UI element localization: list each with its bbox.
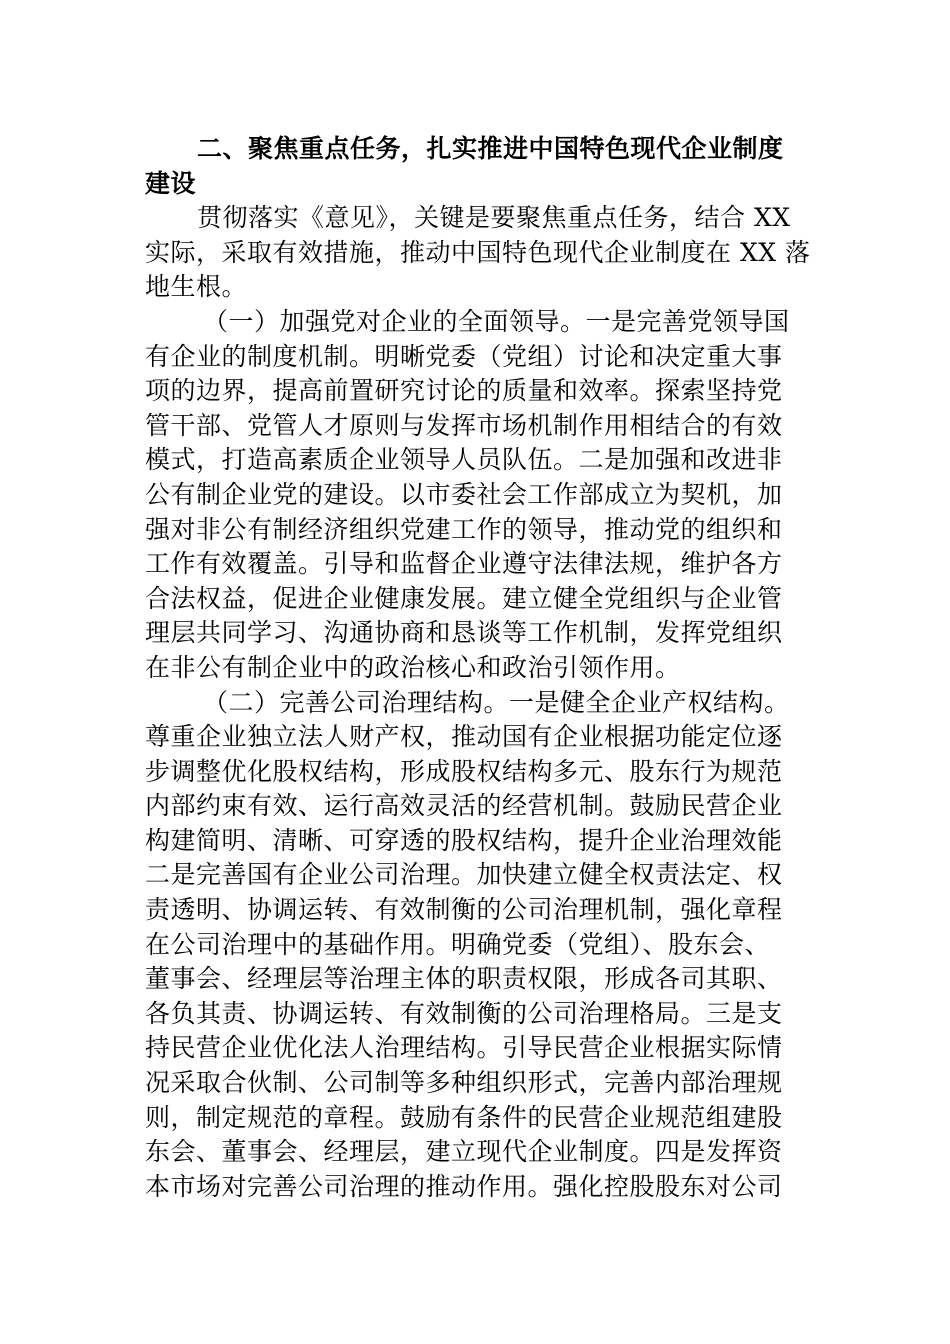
paragraph-line: 实际，采取有效措施，推动中国特色现代企业制度在 XX 落 <box>145 237 811 267</box>
document-body <box>145 132 811 1204</box>
paragraph-corporate-governance <box>145 686 807 1205</box>
paragraph-line: 况采取合伙制、公司制等多种组织形式，完善内部治理规 <box>145 1068 783 1098</box>
paragraph-party-leadership <box>145 305 807 686</box>
paragraph-line: 理层共同学习、沟通协商和恳谈等工作机制，发挥党组织 <box>145 618 783 648</box>
heading-line: 二、聚焦重点任务，扎实推进中国特色现代企业制度 <box>197 134 784 163</box>
paragraph-line: 本市场对完善公司治理的推动作用。强化控股股东对公司 <box>145 1171 783 1201</box>
paragraph-line: 合法权益，促进企业健康发展。建立健全党组织与企业管 <box>145 583 783 613</box>
paragraph-line: 董事会、经理层等治理主体的职责权限，形成各司其职、 <box>145 964 783 994</box>
paragraph-line: 工作有效覆盖。引导和监督企业遵守法律法规，维护各方 <box>145 549 783 579</box>
paragraph-line: （一）加强党对企业的全面领导。一是完善党领导国 <box>203 306 790 336</box>
paragraph-line: 内部约束有效、运行高效灵活的经营机制。鼓励民营企业 <box>145 791 783 821</box>
paragraph-line: 有企业的制度机制。明晰党委（党组）讨论和决定重大事 <box>145 341 783 371</box>
paragraph-line: 各负其责、协调运转、有效制衡的公司治理格局。三是支 <box>145 998 783 1028</box>
paragraph-line: 强对非公有制经济组织党建工作的领导，推动党的组织和 <box>145 514 783 544</box>
paragraph-line: 持民营企业优化法人治理结构。引导民营企业根据实际情 <box>145 1033 783 1063</box>
paragraph-line: 项的边界，提高前置研究讨论的质量和效率。探索坚持党 <box>145 376 783 406</box>
paragraph-line: 二是完善国有企业公司治理。加快建立健全权责法定、权 <box>145 860 783 890</box>
paragraph-line: （二）完善公司治理结构。一是健全企业产权结构。 <box>203 687 790 717</box>
paragraph-line: 在非公有制企业中的政治核心和政治引领作用。 <box>145 652 681 682</box>
paragraph-line: 则，制定规范的章程。鼓励有条件的民营企业规范组建股 <box>145 1102 783 1132</box>
paragraph-line: 贯彻落实《意见》，关键是要聚焦重点任务，结合 XX <box>197 203 791 233</box>
heading-line: 建设 <box>145 168 197 198</box>
paragraph-line: 东会、董事会、经理层，建立现代企业制度。四是发挥资 <box>145 1137 783 1167</box>
paragraph-intro <box>145 201 811 305</box>
section-heading <box>145 132 807 201</box>
paragraph-line: 管干部、党管人才原则与发挥市场机制作用相结合的有效 <box>145 410 783 440</box>
paragraph-line: 步调整优化股权结构，形成股权结构多元、股东行为规范 <box>145 756 783 786</box>
paragraph-line: 公有制企业党的建设。以市委社会工作部成立为契机，加 <box>145 479 783 509</box>
paragraph-line: 在公司治理中的基础作用。明确党委（党组）、股东会、 <box>145 929 771 959</box>
paragraph-line: 模式，打造高素质企业领导人员队伍。二是加强和改进非 <box>145 445 783 475</box>
paragraph-line: 尊重企业独立法人财产权，推动国有企业根据功能定位逐 <box>145 722 783 752</box>
paragraph-line: 构建简明、清晰、可穿透的股权结构，提升企业治理效能 <box>145 825 783 855</box>
paragraph-line: 地生根。 <box>145 272 248 302</box>
paragraph-line: 责透明、协调运转、有效制衡的公司治理机制，强化章程 <box>145 895 783 925</box>
